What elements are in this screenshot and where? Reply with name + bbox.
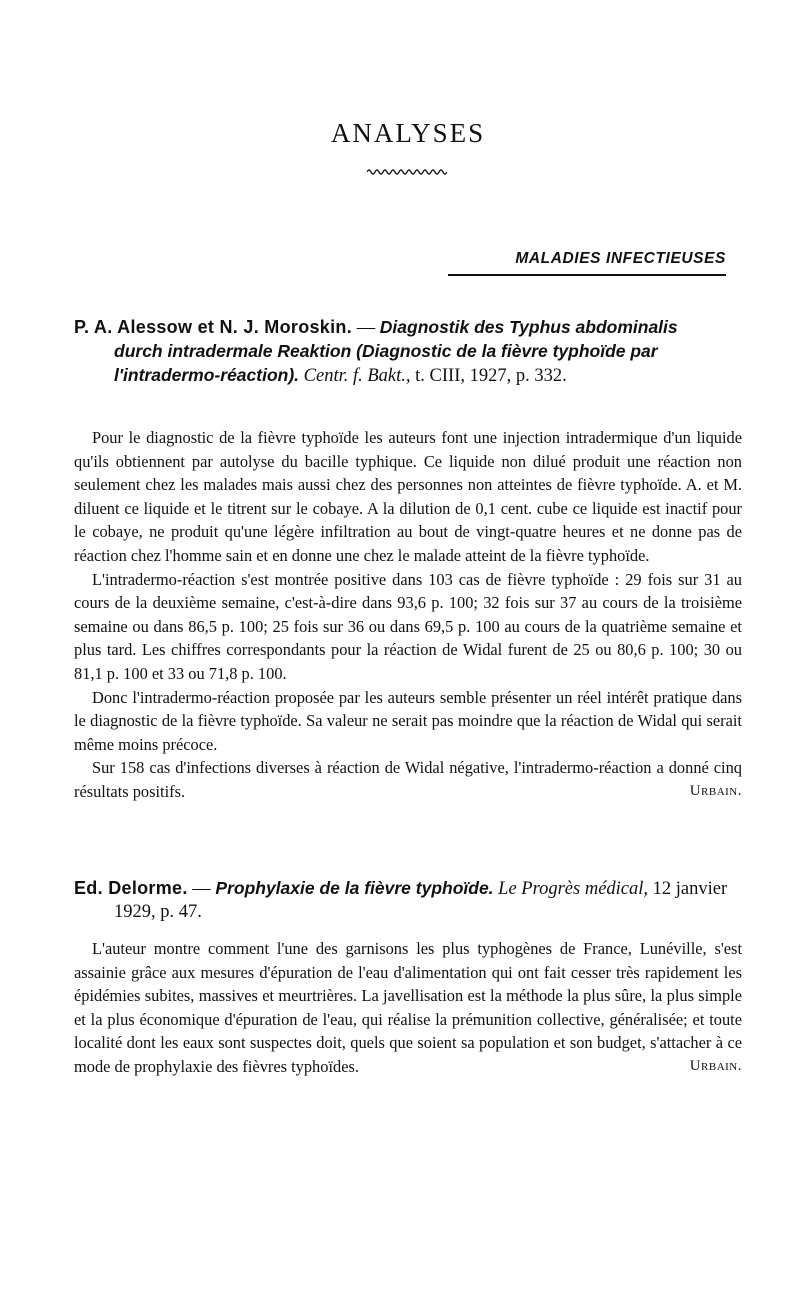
entry-header <box>74 316 730 388</box>
entry-article-title: Prophylaxie de la fièvre typhoïde. <box>215 878 494 898</box>
entry-header <box>74 877 730 924</box>
entry-authors: Ed. Delorme. <box>74 878 188 898</box>
entry-paragraph: Donc l'intradermo-réaction proposée par les auteurs semble présenter un réel intérêt pratique dans le diagnostic de la fièvre typhoïde. Sa valeur ne serait pas moindre que la réaction de Widal qui serait même moins précoce. <box>74 687 742 754</box>
entry-body <box>74 937 742 1079</box>
entry-journal: Centr. f. Bakt., <box>303 366 411 386</box>
entry-reference: 12 janvier 1929, p. 47. <box>114 879 728 922</box>
entry-body <box>74 426 742 804</box>
ornament-divider <box>367 166 447 176</box>
entry-dash: — <box>352 318 380 338</box>
entry-signature: Urbain. <box>689 1057 742 1074</box>
section-underline <box>448 274 726 276</box>
entry-signature: Urbain. <box>689 782 742 799</box>
page-title: ANALYSES <box>330 118 486 148</box>
entry-paragraph: Pour le diagnostic de la fièvre typhoïde les auteurs font une injection intradermique d'un liquide qu'ils obtiennent par autolyse du bacille typhique. Ce liquide non dilué produit une réaction non seulement chez les malades mais aussi chez des personnes non atteintes de fièvre typhoïde. A. et M. diluent ce liquide et le titrent sur le cobaye. A la dilution de 0,1 cent. cube ce liquide est inactif pour le cobaye, ne produit qu'une légère infiltration au bout de vingt-quatre heures et ne donne pas de réaction chez l'homme sain et en donne une chez le malade atteint de la fièvre typhoïde. <box>74 428 742 565</box>
entry-article-title: Diagnostik des Typhus abdominalis durch intradermale Reaktion (Diagnostic de la fièvre typhoïde par l'intradermo-réaction). <box>114 317 678 385</box>
entry-journal: Le Progrès médical, <box>498 879 649 899</box>
entry-paragraph: L'intradermo-réaction s'est montrée positive dans 103 cas de fièvre typhoïde : 29 fois sur 31 au cours de la deuxième semaine, c'est-à-dire dans 93,6 p. 100; 32 fois sur 37 au cours de la troisième semaine ou dans 86,5 p. 100; 25 fois sur 36 ou dans 69,5 p. 100 au cours de la quatrième semaine et plus tard. Les chiffres correspondants pour la réaction de Widal furent de 25 ou 80,6 p. 100; 30 ou 81,1 p. 100 et 33 ou 71,8 p. 100. <box>74 569 742 683</box>
entry-last-paragraph <box>74 937 742 1079</box>
entry-dash: — <box>187 879 216 899</box>
entry-paragraph-text: L'auteur montre comment l'une des garnisons les plus typhogènes de France, Lunéville, s'est assainie grâce aux mesures d'épuration de l'eau d'alimentation qui ont fait cesser très rapidement les épidémies subites, massives et meurtrières. La javellisation est la méthode la plus sûre, la plus simple et la plus économique d'épuration de l'eau, qui réalise la prémunition collective, généralisée; et toute localité dont les eaux sont suspectes doit, quels que soient sa population et son budget, s'attacher à ce mode de prophylaxie des fièvres typhoïdes. <box>74 939 742 1076</box>
entry-paragraph-text: Sur 158 cas d'infections diverses à réaction de Widal négative, l'intradermo-réaction a donné cinq résultats positifs. <box>74 758 742 801</box>
entry-last-paragraph <box>74 756 742 803</box>
section-heading: MALADIES INFECTIEUSES <box>515 250 726 267</box>
entry-reference: t. CIII, 1927, p. 332. <box>415 366 567 386</box>
entry-authors: P. A. Alessow et N. J. Moroskin. <box>74 317 353 337</box>
